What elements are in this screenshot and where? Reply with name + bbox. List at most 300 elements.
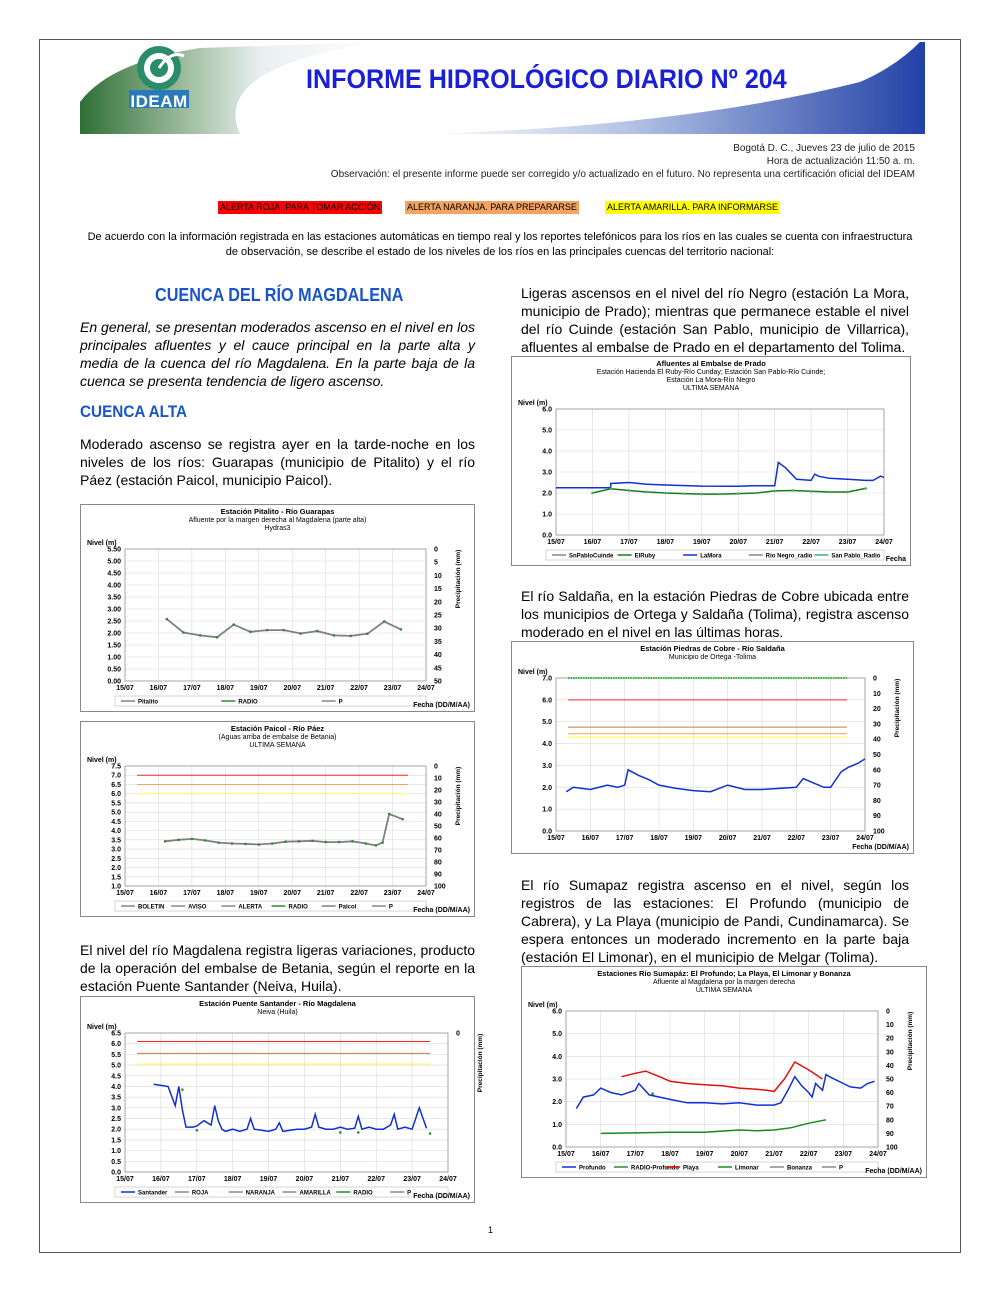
data-point: [828, 491, 831, 494]
y-tick-label: 4.0: [542, 448, 552, 456]
y-tick-label: 4.0: [552, 1053, 562, 1061]
y-tick-label: 0.0: [542, 532, 552, 540]
x-tick-label: 15/07: [557, 1151, 575, 1158]
alert-orange-label: ALERTA NARANJA. PARA PREPARARSE: [407, 202, 577, 212]
legend-label: Pitalito: [138, 699, 159, 706]
y2-tick-label: 40: [873, 736, 881, 744]
y2-tick-label: 40: [434, 652, 442, 660]
y-axis-label: Nivel (m): [518, 400, 548, 407]
y2-tick-label: 100: [886, 1144, 898, 1152]
data-point: [719, 493, 722, 496]
y-tick-label: 5.0: [111, 1062, 121, 1070]
legend-label: Playa: [683, 1165, 699, 1172]
chart-santander: [80, 996, 484, 1203]
data-point: [311, 839, 314, 842]
legend-label: Paicol: [338, 904, 357, 911]
chart-title: Estaciones Río Sumapáz: El Profundo; La Playa, El Limonar y Bonanza: [597, 969, 851, 978]
data-point: [283, 629, 286, 632]
x-axis-label: Fecha (DD/M/AA): [413, 702, 470, 709]
data-point: [609, 488, 612, 491]
update-time: Hora de actualización 11:50 a. m.: [766, 156, 915, 167]
y2-axis-label: Precipitación (mm): [894, 678, 901, 738]
x-tick-label: 21/07: [316, 890, 335, 897]
y-tick-label: 2.00: [107, 630, 121, 638]
x-tick-label: 18/07: [656, 539, 675, 546]
x-tick-label: 21/07: [331, 1176, 350, 1183]
y2-axis-label: Precipitación (mm): [907, 1011, 914, 1071]
data-point: [755, 492, 758, 495]
legend-label: P: [407, 1190, 412, 1197]
y-tick-label: 0.5: [111, 1158, 121, 1166]
chart-svg: [81, 722, 474, 916]
x-tick-label: 16/07: [149, 685, 168, 692]
y-tick-label: 3.50: [107, 594, 121, 602]
y-tick-label: 6.0: [552, 1008, 562, 1016]
y2-tick-label: 70: [886, 1103, 894, 1111]
x-tick-label: 18/07: [650, 835, 668, 842]
x-tick-label: 24/07: [856, 835, 874, 842]
x-tick-label: 21/07: [765, 539, 784, 546]
y-tick-label: 2.0: [111, 1126, 121, 1134]
data-point: [266, 629, 269, 632]
y-tick-label: 4.0: [111, 1083, 121, 1091]
legend-label: RADIO: [288, 904, 308, 911]
y2-tick-label: 10: [886, 1022, 894, 1030]
series-line: [167, 619, 401, 637]
data-point: [271, 842, 274, 845]
x-tick-label: 15/07: [116, 685, 134, 692]
x-tick-label: 18/07: [223, 1176, 242, 1183]
y-tick-label: 5.0: [542, 427, 552, 435]
chart-svg: [81, 997, 484, 1202]
chart-subtitle: Estación La Mora-Río Negro: [666, 377, 756, 384]
y-tick-label: 1.5: [111, 1137, 121, 1145]
cuenca-alta-text: Moderado ascenso se registra ayer en la tarde-noche en los niveles de los ríos: Guarapas (municipio de Pitalito) y el río Páez (estación Paicol, municipio Paicol).: [80, 436, 475, 488]
x-tick-label: 17/07: [615, 835, 634, 842]
y2-tick-label: 0: [886, 1008, 890, 1016]
x-tick-label: 16/07: [149, 890, 168, 897]
y2-tick-label: 80: [873, 797, 881, 805]
x-tick-label: 24/07: [869, 1151, 887, 1158]
data-point: [333, 634, 336, 637]
y2-tick-label: 10: [873, 690, 881, 698]
data-point: [375, 844, 378, 847]
y2-tick-label: 100: [434, 883, 446, 891]
legend-label: San Pablo_Radio: [831, 553, 881, 560]
y-tick-label: 2.0: [552, 1099, 562, 1107]
y-tick-label: 5.0: [111, 809, 121, 817]
y2-tick-label: 90: [886, 1130, 894, 1138]
data-point: [429, 1132, 432, 1135]
intro-paragraph: De acuerdo con la información registrada en las estaciones automáticas en tiempo real y los reportes telefónicos para los ríos en las cuales se cuenta con infraestructura de observación, se describe el estado de los niveles de los ríos en las principales cuencas del territorio nacional:: [87, 231, 913, 258]
y2-tick-label: 0: [873, 675, 877, 683]
chart-subtitle: Afluente al Magdalena por la margen derecha: [652, 979, 796, 986]
chart-title: Estación Piedras de Cobre - Río Saldaña: [640, 644, 785, 653]
chart-svg: [512, 357, 910, 565]
y-tick-label: 1.0: [552, 1121, 562, 1129]
data-point: [628, 489, 631, 492]
y2-tick-label: 40: [434, 811, 442, 819]
y2-tick-label: 80: [886, 1117, 894, 1125]
data-point: [400, 628, 403, 631]
x-tick-label: 21/07: [753, 835, 771, 842]
y-tick-label: 4.50: [107, 570, 121, 578]
chart-subtitle: ULTIMA SEMANA: [682, 385, 740, 392]
chart-title: Estación Pitalito - Río Guarapas: [220, 507, 335, 516]
x-tick-label: 23/07: [383, 685, 402, 692]
data-point: [388, 813, 391, 816]
y2-axis-label: Precipitación (mm): [455, 549, 462, 609]
y-tick-label: 0.0: [542, 828, 552, 836]
data-point: [181, 1088, 184, 1091]
ideam-logo-text: IDEAM: [130, 92, 188, 111]
y-tick-label: 2.5: [111, 1116, 121, 1124]
chart-paicol: [80, 721, 475, 917]
y-tick-label: 6.0: [111, 791, 121, 799]
x-tick-label: 22/07: [350, 685, 368, 692]
chart-subtitle: Municipio de Ortega -Tolima: [668, 654, 757, 661]
x-tick-label: 20/07: [295, 1176, 314, 1183]
y-axis-label: Nivel (m): [87, 757, 117, 764]
x-tick-label: 22/07: [350, 890, 368, 897]
legend-label: P: [839, 1165, 844, 1172]
data-point: [199, 634, 202, 637]
data-point: [864, 487, 867, 490]
series-line: [566, 759, 865, 792]
y-tick-label: 2.0: [111, 865, 121, 873]
y2-tick-label: 10: [434, 775, 442, 783]
data-point: [383, 620, 386, 623]
x-tick-label: 16/07: [152, 1176, 170, 1183]
y2-tick-label: 30: [434, 799, 442, 807]
legend-label: ROJA: [191, 1190, 209, 1197]
x-tick-label: 20/07: [718, 835, 737, 842]
y2-tick-label: 0: [456, 1030, 460, 1038]
x-axis-label: Fecha (DD/M/AA): [865, 1168, 922, 1175]
data-point: [231, 842, 234, 845]
legend-label: Limonar: [735, 1165, 759, 1172]
x-tick-label: 23/07: [834, 1151, 853, 1158]
y2-axis-label: Precipitación (mm): [455, 766, 462, 826]
data-point: [792, 489, 795, 492]
section-title-magdalena: CUENCA DEL RÍO MAGDALENA: [155, 285, 404, 305]
chart-title: Estación Paicol - Río Páez: [230, 724, 325, 733]
x-tick-label: 17/07: [183, 890, 201, 897]
legend-label: Rio Negro_radio: [765, 553, 813, 560]
data-point: [351, 840, 354, 843]
alert-red-label: ALERTA ROJA. PARA TOMAR ACCIÓN: [220, 202, 381, 212]
y-tick-label: 6.0: [111, 1041, 121, 1049]
x-tick-label: 17/07: [183, 685, 201, 692]
data-point: [646, 491, 649, 494]
data-point: [195, 1129, 198, 1132]
chart-subtitle: ULTIMA SEMANA: [695, 987, 753, 994]
data-point: [651, 1092, 654, 1095]
legend-label: RADIO: [238, 699, 258, 706]
y2-tick-label: 60: [886, 1090, 894, 1098]
data-point: [349, 635, 352, 638]
y2-tick-label: 30: [873, 721, 881, 729]
y2-tick-label: 5: [434, 559, 438, 567]
y-tick-label: 1.0: [111, 1148, 121, 1156]
y2-tick-label: 20: [873, 706, 881, 714]
legend-label: LaMora: [700, 553, 722, 560]
y-tick-label: 2.5: [111, 855, 121, 863]
data-point: [381, 841, 384, 844]
legend-label: RADIO: [353, 1190, 373, 1197]
legend-label: BOLETIN: [138, 904, 165, 911]
data-point: [164, 840, 167, 843]
y-tick-label: 7.0: [111, 772, 121, 780]
x-tick-label: 21/07: [316, 685, 335, 692]
data-point: [284, 840, 287, 843]
y-axis-label: Nivel (m): [87, 540, 117, 547]
data-point: [338, 841, 341, 844]
x-tick-label: 16/07: [591, 1151, 610, 1158]
chart-subtitle: ULTIMA SEMANA: [249, 742, 306, 749]
data-point: [365, 842, 368, 845]
x-tick-label: 23/07: [838, 539, 857, 546]
y-tick-label: 3.0: [552, 1076, 562, 1084]
data-point: [177, 839, 180, 842]
y-tick-label: 1.00: [107, 654, 121, 662]
rio-negro-text: Ligeras ascensos en el nivel del río Negro (estación La Mora, municipio de Prado); mientras que permanece estable el nivel del río Cuinde (estación San Pablo, municipio de Villarrica), afluentes al embalse de Prado en el departamento del Tolima.: [521, 285, 909, 355]
data-point: [232, 623, 235, 626]
y-tick-label: 4.0: [111, 828, 121, 836]
legend-label: ALERTA: [238, 904, 263, 911]
y-tick-label: 2.0: [542, 784, 552, 792]
data-point: [166, 618, 169, 621]
y2-tick-label: 20: [434, 787, 442, 795]
chart-subtitle: Afluente por la margen derecha al Magdalena (parte alta): [188, 517, 367, 524]
data-point: [298, 840, 301, 843]
x-tick-label: 19/07: [259, 1176, 278, 1183]
x-tick-label: 20/07: [283, 685, 301, 692]
y2-tick-label: 20: [886, 1035, 894, 1043]
y2-tick-label: 30: [886, 1049, 894, 1057]
x-axis-label: Fecha (DD/M/AA): [413, 1193, 470, 1200]
x-tick-label: 18/07: [216, 685, 235, 692]
chart-subtitle: Neiva (Huila): [257, 1009, 298, 1016]
x-tick-label: 22/07: [802, 539, 820, 546]
y-tick-label: 0.0: [552, 1144, 562, 1152]
y-tick-label: 5.0: [542, 719, 552, 727]
y-tick-label: 1.0: [542, 806, 552, 814]
legend-label: P: [388, 904, 393, 911]
y-tick-label: 5.50: [107, 546, 121, 554]
y-tick-label: 3.00: [107, 606, 121, 614]
y-tick-label: 3.0: [542, 469, 552, 477]
legend-label: AVISO: [188, 904, 207, 911]
legend-box: [115, 696, 426, 706]
series-line: [576, 1075, 874, 1109]
y-tick-label: 1.0: [111, 883, 121, 891]
x-tick-label: 22/07: [787, 835, 806, 842]
x-tick-label: 15/07: [547, 539, 565, 546]
legend-label: SnPabloCuinde: [569, 553, 614, 560]
data-point: [204, 839, 207, 842]
report-header: [80, 42, 925, 134]
data-point: [773, 490, 776, 493]
legend-label: NARANJA: [245, 1190, 276, 1197]
series-line: [556, 463, 884, 488]
x-tick-label: 24/07: [417, 685, 435, 692]
data-point: [366, 632, 369, 635]
data-point: [682, 492, 685, 495]
x-tick-label: 20/07: [283, 890, 301, 897]
chart-sumapaz: [521, 966, 927, 1178]
chart-subtitle: Estación Hacienda El Ruby-Río Cunday; Estación San Pablo-Río Cuinde;: [596, 369, 826, 376]
x-tick-label: 23/07: [383, 890, 402, 897]
x-tick-label: 20/07: [729, 539, 747, 546]
y2-tick-label: 0: [434, 763, 438, 771]
y-tick-label: 0.00: [107, 678, 121, 686]
y-axis-label: Nivel (m): [528, 1002, 558, 1009]
report-date: Bogotá D. C., Jueves 23 de julio de 2015: [733, 143, 915, 154]
y2-tick-label: 35: [434, 638, 442, 646]
plot-area: [125, 549, 426, 681]
y2-tick-label: 0: [434, 546, 438, 554]
x-tick-label: 20/07: [730, 1151, 749, 1158]
y-tick-label: 6.5: [111, 1030, 121, 1038]
x-tick-label: 19/07: [250, 685, 268, 692]
legend-label: RADIO-Profundo: [631, 1165, 679, 1172]
x-tick-label: 19/07: [693, 539, 711, 546]
y-tick-label: 3.0: [111, 1105, 121, 1113]
y-tick-label: 6.0: [542, 697, 552, 705]
x-tick-label: 18/07: [661, 1151, 679, 1158]
y2-tick-label: 45: [434, 665, 442, 673]
chart-svg: [81, 505, 474, 711]
legend-label: Bonanza: [787, 1165, 813, 1172]
x-tick-label: 23/07: [821, 835, 840, 842]
x-tick-label: 19/07: [684, 835, 703, 842]
y-tick-label: 4.0: [542, 741, 552, 749]
x-tick-label: 17/07: [626, 1151, 645, 1158]
series-line: [165, 814, 403, 845]
x-tick-label: 22/07: [799, 1151, 818, 1158]
chart-saldana: [511, 641, 914, 854]
series-line: [601, 1120, 826, 1134]
y-tick-label: 6.5: [111, 781, 121, 789]
y2-tick-label: 50: [434, 678, 442, 686]
x-tick-label: 15/07: [116, 890, 134, 897]
y2-axis-label: Precipitación (mm): [477, 1033, 484, 1093]
chart-subtitle: Hydras3: [264, 525, 291, 532]
disclaimer-note: Observación: el presente informe puede ser corregido y/o actualizado en el futuro. No representa una certificación oficial del IDEAM: [330, 169, 915, 180]
x-tick-label: 24/07: [417, 890, 435, 897]
page-number: 1: [488, 1225, 494, 1235]
data-point: [810, 490, 813, 493]
x-tick-label: 16/07: [581, 835, 600, 842]
y-tick-label: 3.0: [111, 846, 121, 854]
data-point: [737, 492, 740, 495]
y-tick-label: 1.5: [111, 874, 121, 882]
alert-yellow-label: ALERTA AMARILLA. PARA INFORMARSE: [607, 202, 779, 212]
y-tick-label: 6.0: [542, 406, 552, 414]
y-tick-label: 1.50: [107, 642, 121, 650]
y-axis-label: Nivel (m): [518, 669, 548, 676]
data-point: [217, 841, 220, 844]
y-tick-label: 7.5: [111, 763, 121, 771]
data-point: [249, 631, 252, 634]
chart-pitalito: [80, 504, 475, 712]
x-tick-label: 15/07: [547, 835, 565, 842]
data-point: [357, 1131, 360, 1134]
y-tick-label: 0.50: [107, 666, 121, 674]
y-tick-label: 4.00: [107, 582, 121, 590]
y2-tick-label: 100: [873, 828, 885, 836]
data-point: [401, 818, 404, 821]
data-point: [591, 492, 594, 495]
x-axis-label: Fecha: [885, 556, 906, 563]
x-tick-label: 19/07: [250, 890, 268, 897]
y-tick-label: 5.5: [111, 800, 121, 808]
y2-tick-label: 20: [434, 599, 442, 607]
y-tick-label: 2.0: [542, 490, 552, 498]
data-point: [216, 636, 219, 639]
chart-prado: [511, 356, 911, 566]
y-tick-label: 7.0: [542, 675, 552, 683]
x-tick-label: 21/07: [765, 1151, 783, 1158]
y-tick-label: 1.0: [542, 511, 552, 519]
chart-title: Afluentes al Embalse de Prado: [656, 359, 766, 368]
y-tick-label: 4.5: [111, 1073, 121, 1081]
x-tick-label: 17/07: [188, 1176, 206, 1183]
data-point: [182, 631, 185, 634]
legend-label: AMARILLA: [299, 1190, 331, 1197]
x-tick-label: 24/07: [875, 539, 893, 546]
y-tick-label: 0.0: [111, 1169, 121, 1177]
data-point: [257, 843, 260, 846]
data-point: [846, 491, 849, 494]
y2-tick-label: 60: [873, 767, 881, 775]
data-point: [191, 838, 194, 841]
x-tick-label: 24/07: [439, 1176, 457, 1183]
rio-saldana-text: El río Saldaña, en la estación Piedras de Cobre ubicada entre los municipios de Ortega y Saldaña (Tolima), registra ascenso moderado en el nivel en las últimas horas.: [521, 588, 909, 640]
x-axis-label: Fecha (DD/M/AA): [413, 907, 470, 914]
chart-subtitle: (Aguas arriba de embalse de Betania): [218, 734, 337, 741]
x-tick-label: 18/07: [216, 890, 235, 897]
chart-svg: [522, 967, 926, 1177]
y2-tick-label: 90: [434, 871, 442, 879]
magdalena-variation-text: El nivel del río Magdalena registra ligeras variaciones, producto de la operación del embalse de Betania, según el reporte en la estación Puente Santander (Neiva, Huila).: [80, 942, 475, 994]
y2-tick-label: 15: [434, 586, 442, 594]
y2-tick-label: 90: [873, 813, 881, 821]
magdalena-summary: En general, se presentan moderados ascenso en el nivel en los principales afluentes y el cauce principal en la parte alta y media de la cuenca del río Magdalena. En la parte baja de la cuenca se presenta tendencia de ligero ascenso.: [80, 319, 475, 389]
y-tick-label: 2.50: [107, 618, 121, 626]
data-point: [324, 841, 327, 844]
chart-svg: [512, 642, 913, 853]
y-tick-label: 3.5: [111, 837, 121, 845]
y2-tick-label: 40: [886, 1062, 894, 1070]
legend-label: Profundo: [579, 1165, 606, 1172]
y2-tick-label: 50: [873, 752, 881, 759]
x-tick-label: 17/07: [620, 539, 638, 546]
y-axis-label: Nivel (m): [87, 1024, 117, 1031]
y2-tick-label: 50: [434, 823, 442, 831]
legend-label: P: [338, 699, 343, 706]
series-line: [622, 1062, 823, 1092]
y2-tick-label: 50: [886, 1076, 894, 1084]
section-title-cuenca-alta: CUENCA ALTA: [80, 402, 188, 421]
y-tick-label: 5.5: [111, 1051, 121, 1059]
y2-tick-label: 60: [434, 835, 442, 843]
y2-tick-label: 70: [434, 847, 442, 855]
y-tick-label: 5.0: [552, 1031, 562, 1039]
x-tick-label: 15/07: [116, 1176, 134, 1183]
legend-label: Santander: [138, 1190, 168, 1197]
